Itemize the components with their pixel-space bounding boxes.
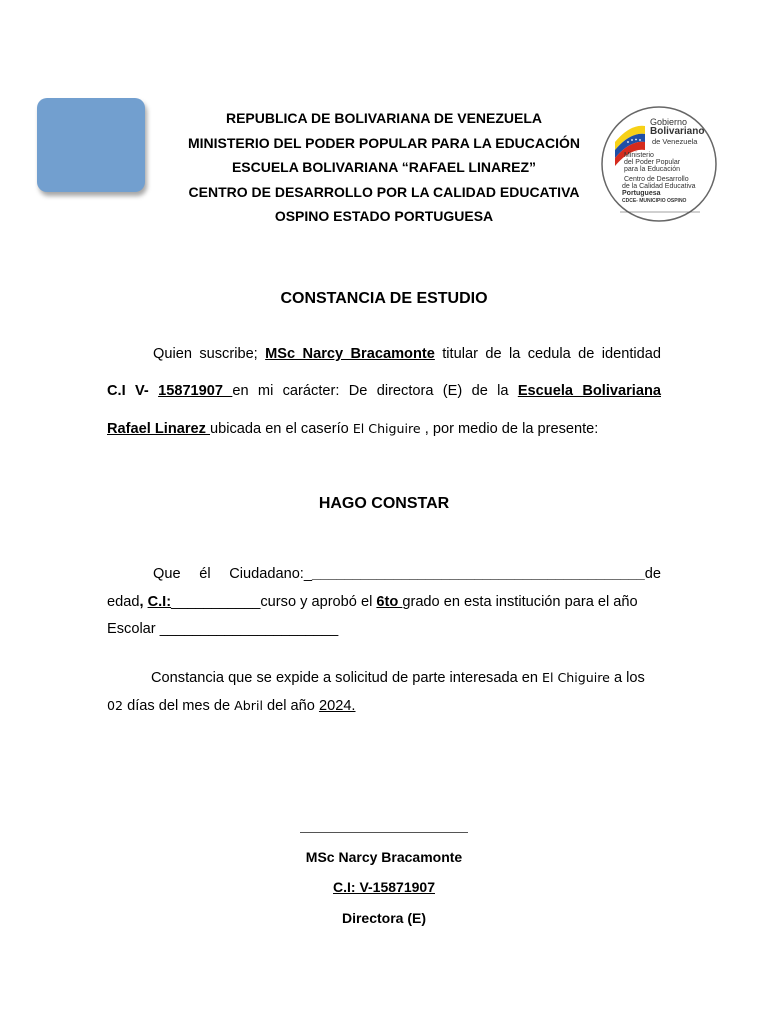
seal-ministerio: Ministerio xyxy=(624,152,654,159)
place-name: El Chiguire xyxy=(352,421,421,436)
seal-poder: del Poder Popular xyxy=(624,159,681,166)
seal-gobierno: Gobierno xyxy=(650,117,688,127)
intro-paragraph-line-2: C.I V- 15871907 en mi carácter: De directora (E) de la Escuela Bolivariana xyxy=(107,383,661,399)
closing-place: El Chiguire xyxy=(542,670,610,685)
header-line-location: OSPINO ESTADO PORTUGUESA xyxy=(274,208,494,224)
closing-year: 2024. xyxy=(318,698,356,714)
body-line-3: Escolar ______________________ xyxy=(107,621,339,637)
seal-centro: Centro de Desarrollo xyxy=(624,176,689,183)
closing-month: Abril xyxy=(234,698,263,713)
school-name-a: Escuela Bolivariana xyxy=(517,383,661,399)
header-line-republic: REPUBLICA DE BOLIVARIANA DE VENEZUELA xyxy=(225,110,543,126)
document-title: CONSTANCIA DE ESTUDIO xyxy=(280,290,488,307)
signer-name: MSc Narcy Bracamonte xyxy=(265,346,435,362)
header-line-ministry: MINISTERIO DEL PODER POPULAR PARA LA EDUCACIÓN xyxy=(187,134,581,151)
seal-portuguesa: Portuguesa xyxy=(622,190,661,197)
body-line-1: Que él Ciudadano:__________________________________________de xyxy=(153,566,661,582)
citizen-ci-blank: ___________ xyxy=(171,594,261,610)
header-line-center: CENTRO DE DESARROLLO POR LA CALIDAD EDUCATIVA xyxy=(188,183,580,200)
signature-line xyxy=(300,832,468,833)
letterhead xyxy=(170,106,598,229)
closing-line-1: Constancia que se expide a solicitud de parte interesada en El Chiguire a los xyxy=(151,670,645,686)
school-logo-placeholder xyxy=(37,98,145,192)
closing-line-2: 02 días del mes de Abril del año 2024. xyxy=(107,698,356,714)
signer-ci: 15871907 xyxy=(158,383,233,399)
ministry-seal xyxy=(600,104,718,224)
school-name-b: Rafael Linarez xyxy=(107,421,211,437)
seal-calidad: de la Calidad Educativa xyxy=(622,183,696,190)
header-line-school: ESCUELA BOLIVARIANA “RAFAEL LINAREZ” xyxy=(231,159,537,175)
signature-ci: C.I: V-15871907 xyxy=(333,879,435,895)
intro-paragraph-line-1: Quien suscribe; MSc Narcy Bracamonte titular de la cedula de identidad xyxy=(153,346,661,362)
closing-day: 02 xyxy=(107,698,124,713)
seal-bolivariano: Bolivariano xyxy=(650,126,705,137)
hago-constar-heading: HAGO CONSTAR xyxy=(318,495,450,512)
seal-educacion: para la Educación xyxy=(624,166,681,173)
signature-name: MSc Narcy Bracamonte xyxy=(305,849,463,865)
body-line-2: edad, C.I:___________curso y aprobó el 6to grado en esta institución para el año xyxy=(107,594,638,610)
intro-paragraph-line-3: Rafael Linarez ubicada en el caserío El Chiguire , por medio de la presente: xyxy=(107,421,599,437)
citizen-name-blank: _________________________________________ xyxy=(311,566,645,582)
signature-role: Directora (E) xyxy=(341,910,427,926)
grade: 6to xyxy=(376,594,403,610)
seal-venezuela: de Venezuela xyxy=(652,137,698,146)
seal-footer: CDCE- MUNICIPIO OSPINO xyxy=(622,198,687,204)
